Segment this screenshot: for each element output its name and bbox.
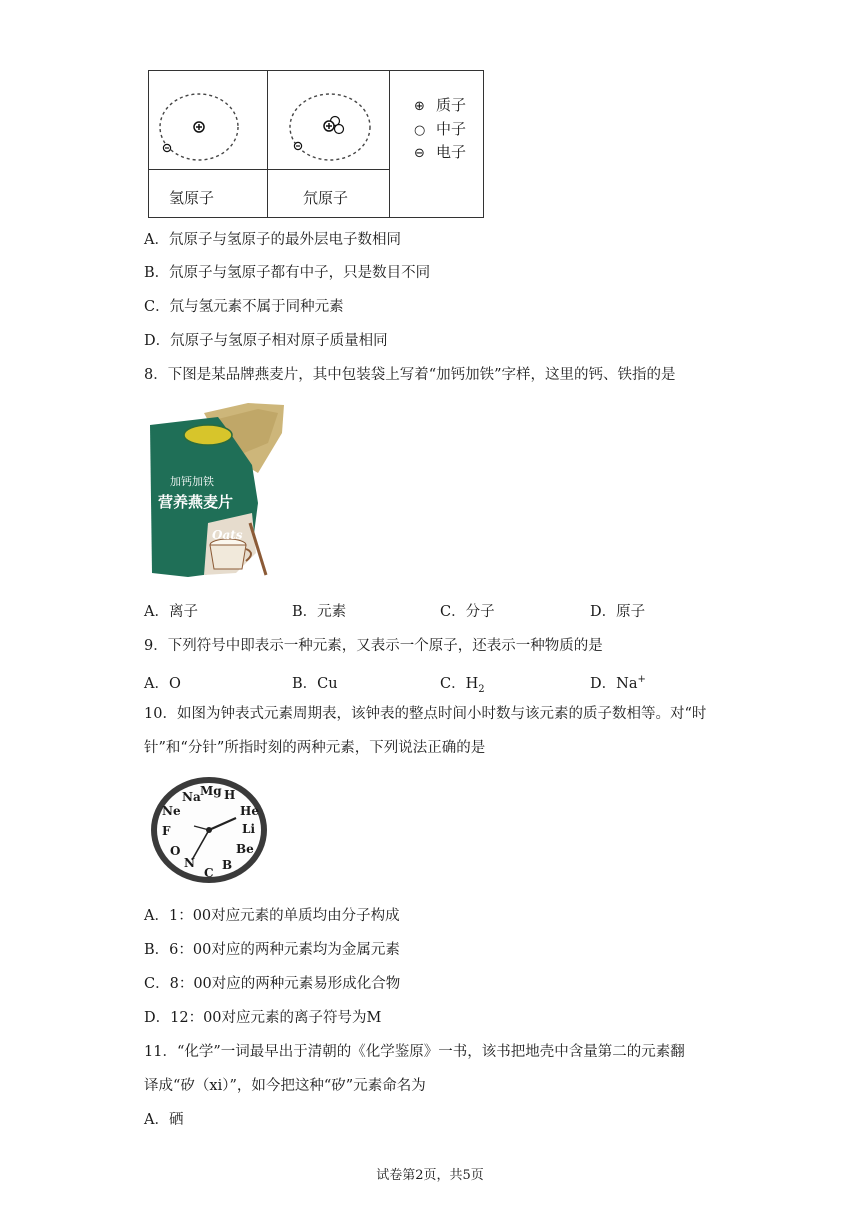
clock-label-na: Na <box>182 790 201 804</box>
element-clock <box>148 774 270 886</box>
deuterium-label: 氘原子 <box>303 189 349 207</box>
legend-neutron: ○ 中子 <box>414 120 467 138</box>
table-divider <box>149 169 389 170</box>
electron-icon: ⊖ <box>414 146 425 161</box>
q7-option-c: C．氘与氢元素不属于同种元素 <box>144 299 344 315</box>
clock-label-mg: Mg <box>200 784 222 798</box>
q11-stem-line2: 译成“矽（xi）”，如今把这种“矽”元素命名为 <box>144 1078 426 1094</box>
clock-label-he: He <box>240 804 259 818</box>
package-text-product: 营养燕麦片 <box>158 493 234 511</box>
clock-label-li: Li <box>242 822 255 836</box>
package-brand-oats: Oats <box>212 528 243 542</box>
q9-options <box>144 670 646 700</box>
clock-label-h: H <box>224 788 236 802</box>
q9-option-c: C．$H_2$ <box>440 675 485 695</box>
q9-option-a: A．O <box>144 675 181 692</box>
q8-stem: 8．下图是某品牌燕麦片，其中包装袋上写着“加钙加铁”字样，这里的钙、铁指的是 <box>144 367 676 383</box>
page-footer: 试卷第2页，共5页 <box>376 1168 484 1183</box>
q8-option-d: D．原子 <box>590 604 646 620</box>
q10-option-c: C．8：00对应的两种元素易形成化合物 <box>144 976 401 992</box>
q9-option-d: D．Na+ <box>590 674 646 692</box>
q8-options <box>144 602 645 622</box>
q11-option-a: A．硒 <box>144 1112 184 1128</box>
atom-diagrams <box>149 71 389 169</box>
clock-label-b: B <box>222 858 233 872</box>
q10-option-d: D．12：00对应元素的离子符号为M <box>144 1010 382 1026</box>
q10-stem-line2: 针”和“分针”所指时刻的两种元素，下列说法正确的是 <box>144 740 486 756</box>
q9-stem: 9．下列符号中即表示一种元素，又表示一个原子，还表示一种物质的是 <box>144 638 603 654</box>
clock-label-o: O <box>170 844 181 858</box>
neutron-icon: ○ <box>414 123 426 138</box>
q10-option-a: A．1：00对应元素的单质均由分子构成 <box>144 908 400 924</box>
q8-option-b: B．元素 <box>292 604 347 620</box>
q10-stem-line1: 10．如图为钟表式元素周期表，该钟表的整点时间小时数与该元素的质子数相等。对“时 <box>144 706 707 722</box>
legend-electron: ⊖ 电子 <box>414 143 467 161</box>
q7-option-b: B．氘原子与氢原子都有中子，只是数目不同 <box>144 265 431 281</box>
clock-label-n: N <box>184 856 195 870</box>
q9-option-b: B．Cu <box>292 675 338 692</box>
q7-option-a: A．氘原子与氢原子的最外层电子数相同 <box>144 232 401 248</box>
clock-label-be: Be <box>236 842 254 856</box>
table-divider <box>389 71 390 217</box>
clock-label-c: C <box>204 866 214 880</box>
proton-icon: ⊕ <box>414 99 425 114</box>
hydrogen-label: 氢原子 <box>169 189 215 207</box>
q8-option-a: A．离子 <box>144 604 198 620</box>
q10-option-b: B．6：00对应的两种元素均为金属元素 <box>144 942 400 958</box>
q8-option-c: C．分子 <box>440 604 495 620</box>
package-text-calcium-iron: 加钙加铁 <box>170 475 214 488</box>
oatmeal-package-image <box>148 403 284 579</box>
clock-label-ne: Ne <box>162 804 181 818</box>
legend-proton: ⊕ 质子 <box>414 96 467 114</box>
q7-option-d: D．氘原子与氢原子相对原子质量相同 <box>144 333 388 349</box>
q11-stem-line1: 11．“化学”一词最早出于清朝的《化学鉴原》一书，该书把地壳中含量第二的元素翻 <box>144 1044 685 1060</box>
clock-label-f: F <box>162 824 171 838</box>
